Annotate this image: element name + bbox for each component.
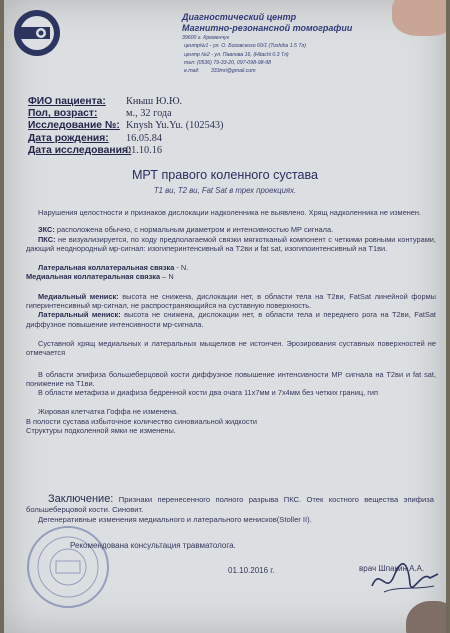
clinic-address: 39600 г. Кременчуг	[182, 35, 230, 41]
clinic-email: 333mri@gmail.com	[210, 68, 256, 75]
recommendation-text: Рекомендована консультация травматолога.	[70, 541, 236, 550]
fio-value: Кныш Ю.Ю.	[126, 96, 183, 107]
femur-paragraph: В области метафиза и диафиза бедренной кости два очага 11х7мм и 7х4мм без четких границ, гип	[38, 388, 379, 398]
clinic-logo-icon	[12, 8, 62, 58]
conclusion-text1: Признаки перенесенного полного разрыва ПКС. Отек костного вещества эпифиза большеберцовой кости. Синовит.	[26, 495, 434, 514]
clinic-phone: тел: (0536) 79-33-20, 097-098-98-98	[184, 59, 271, 66]
pcl-label: ЗКС:	[38, 225, 55, 235]
hoffa-line: Жировая клетчатка Гоффа не изменена.	[38, 407, 179, 417]
report-title: МРТ правого коленного сустава	[131, 168, 319, 182]
med-ligament-label: Медиальная коллатеральная связка	[26, 272, 161, 282]
conclusion-block	[26, 494, 434, 525]
doctor-name: врач Шпакин А.А.	[359, 564, 425, 573]
clinic-header	[182, 12, 432, 75]
patient-sex-age-row	[28, 108, 428, 120]
patient-date-row	[28, 145, 428, 157]
handwritten-signature-icon	[364, 556, 444, 604]
patient-fio-row	[28, 96, 428, 108]
pcl-text: расположена обычно, с нормальным диаметром и интенсивностью МР сигнала.	[54, 225, 334, 235]
med-meniscus-text: высота не снижена, дислокации нет, в области тела на Т2ви, FatSat линейной формы гиперинтенсивный мр-сигнал, не распространяющийся на суставную поверхность.	[26, 291, 436, 311]
acl-paragraph	[26, 235, 436, 254]
clinic-center2: центр №2 - ул. Павлова 16, (Hitachi 0.3 Тл)	[184, 51, 289, 58]
patient-info	[28, 96, 428, 157]
study-date-label: Дата исследования:	[28, 144, 132, 156]
fio-label: ФИО пациента:	[28, 96, 106, 107]
patella-paragraph: Нарушения целостности и признаков дислокации надколенника не выявлено. Хрящ надколенника не изменен.	[38, 208, 422, 217]
dob-value: 16.05.84	[126, 132, 163, 144]
study-value: Knysh Yu.Yu. (102543)	[126, 120, 224, 132]
clinic-name-line1: Диагностический центр	[182, 12, 297, 22]
lat-meniscus-text: высота не снижена, дислокации нет, в области тела и переднего рога на Т2ви, FatSat диффузное повышение интенсивности мр-сигнала.	[26, 310, 436, 329]
cartilage-paragraph: Суставной хрящ медиальных и латеральных мыщелков не истончен. Эрозирования суставных поверхностей не отмечается	[26, 338, 436, 358]
med-meniscus-paragraph	[26, 292, 436, 311]
findings-list	[26, 407, 436, 435]
finger-bottom-right	[406, 601, 446, 633]
conclusion-text2: Дегенеративные изменения медиального и латерального менисков(Stoller II).	[38, 515, 312, 524]
report-subtitle: T1 ви, T2 ви, Fat Sat в трех проекциях.	[153, 186, 297, 195]
conclusion-paragraph	[26, 494, 434, 515]
study-date-value: 01.10.16	[126, 144, 163, 156]
clinic-name-line2: Магнитно-резонансной томографии	[182, 23, 353, 33]
lat-ligament-value: - N.	[174, 263, 189, 273]
collateral-ligaments	[26, 263, 436, 282]
clinic-center1: центр№1 - ул. О. Бозовского 60/1 (Toshiba 1.5 Тл)	[184, 43, 307, 50]
clinic-email-row	[182, 67, 432, 75]
signature-date: 01.10.2016 г.	[228, 566, 275, 575]
sex-age-label: Пол, возраст:	[28, 108, 98, 120]
study-label: Исследование №:	[28, 120, 120, 132]
popliteal-line: Структуры подколенной ямки не изменены.	[26, 426, 176, 436]
cavity-line: В полости сустава избыточное количество синовиальной жидкости	[26, 416, 258, 426]
tibia-paragraph: В области эпифиза большеберцовой кости диффузное повышение интенсивности МР сигнала на Т2ви и fat sat, понижение на Т1ви.	[26, 369, 436, 388]
med-ligament-value: – N	[160, 272, 174, 282]
lat-meniscus-paragraph	[26, 310, 436, 329]
clinic-email-label: e.mail:	[184, 68, 200, 75]
patient-dob-row	[28, 133, 428, 145]
med-meniscus-label: Медиальный мениск:	[38, 291, 119, 301]
conclusion-heading: Заключение:	[48, 493, 114, 505]
lat-ligament-label: Латеральная коллатеральная связка	[38, 263, 175, 273]
dob-label: Дата рождения:	[28, 132, 109, 144]
acl-text: не визуализируется, по ходу предполагаемой связки мягкотканый компонент с четкими ровными контурами, дающий неоднородный мр-сигнал: изогиперинтенсивный на Т2ви и fat sat, изогипоинтенсивный на Т1ви.	[26, 234, 436, 253]
sex-age-value: м., 32 года	[126, 108, 172, 120]
patient-study-row	[28, 120, 428, 132]
round-stamp-icon	[26, 525, 110, 609]
report-body	[26, 208, 436, 435]
lat-meniscus-label: Латеральный мениск:	[38, 310, 121, 320]
acl-label: ПКС:	[38, 234, 56, 244]
pcl-paragraph	[26, 225, 436, 234]
document-page	[4, 0, 446, 633]
